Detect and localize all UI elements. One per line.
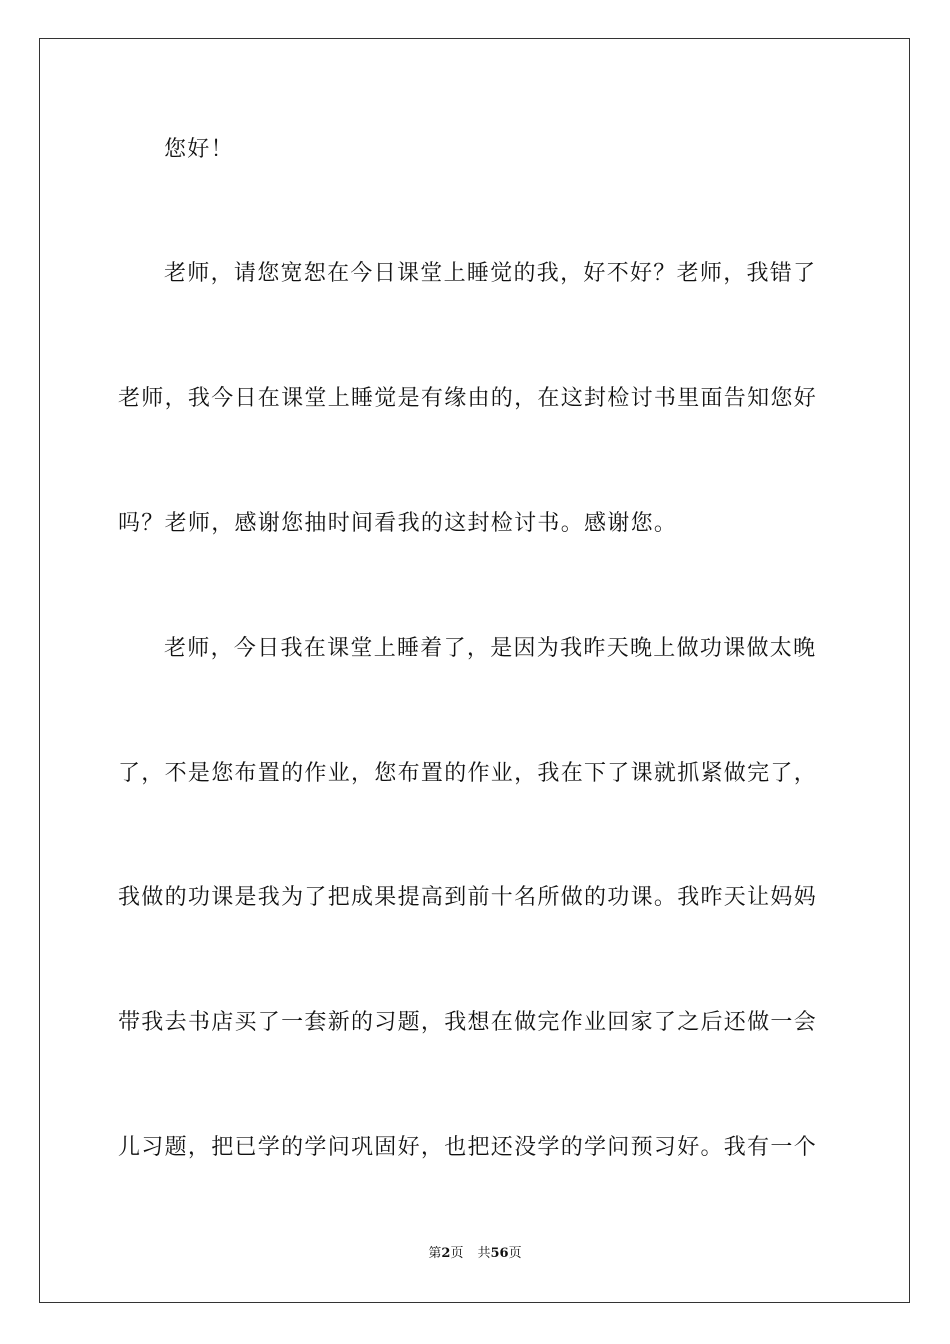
- text-line-1: 老师，请您宽恕在今日课堂上睡觉的我，好不好？老师，我错了: [164, 261, 817, 286]
- total-prefix: 共: [477, 1246, 491, 1261]
- text-line-8: 儿习题，把已学的学问巩固好，也把还没学的学问预习好。我有一个: [118, 1135, 818, 1160]
- text-line-3: 吗？老师，感谢您抽时间看我的这封检讨书。感谢您。: [118, 511, 678, 536]
- text-line-5: 了，不是您布置的作业，您布置的作业，我在下了课就抓紧做完了，: [118, 761, 818, 786]
- page-frame: [39, 38, 910, 1303]
- page-suffix: 页: [450, 1246, 464, 1261]
- page-prefix: 第: [428, 1246, 442, 1261]
- total-pages: 56: [490, 1246, 509, 1261]
- page-number: 2: [441, 1246, 451, 1261]
- text-line-4: 老师，今日我在课堂上睡着了，是因为我昨天晚上做功课做太晚: [164, 636, 817, 661]
- total-suffix: 页: [508, 1246, 522, 1261]
- text-line-2: 老师，我今日在课堂上睡觉是有缘由的，在这封检讨书里面告知您好: [118, 386, 818, 411]
- greeting-line: 您好！: [164, 137, 234, 162]
- text-line-6: 我做的功课是我为了把成果提高到前十名所做的功课。我昨天让妈妈: [118, 885, 818, 910]
- page-footer: [0, 1245, 950, 1263]
- text-line-7: 带我去书店买了一套新的习题，我想在做完作业回家了之后还做一会: [118, 1010, 818, 1035]
